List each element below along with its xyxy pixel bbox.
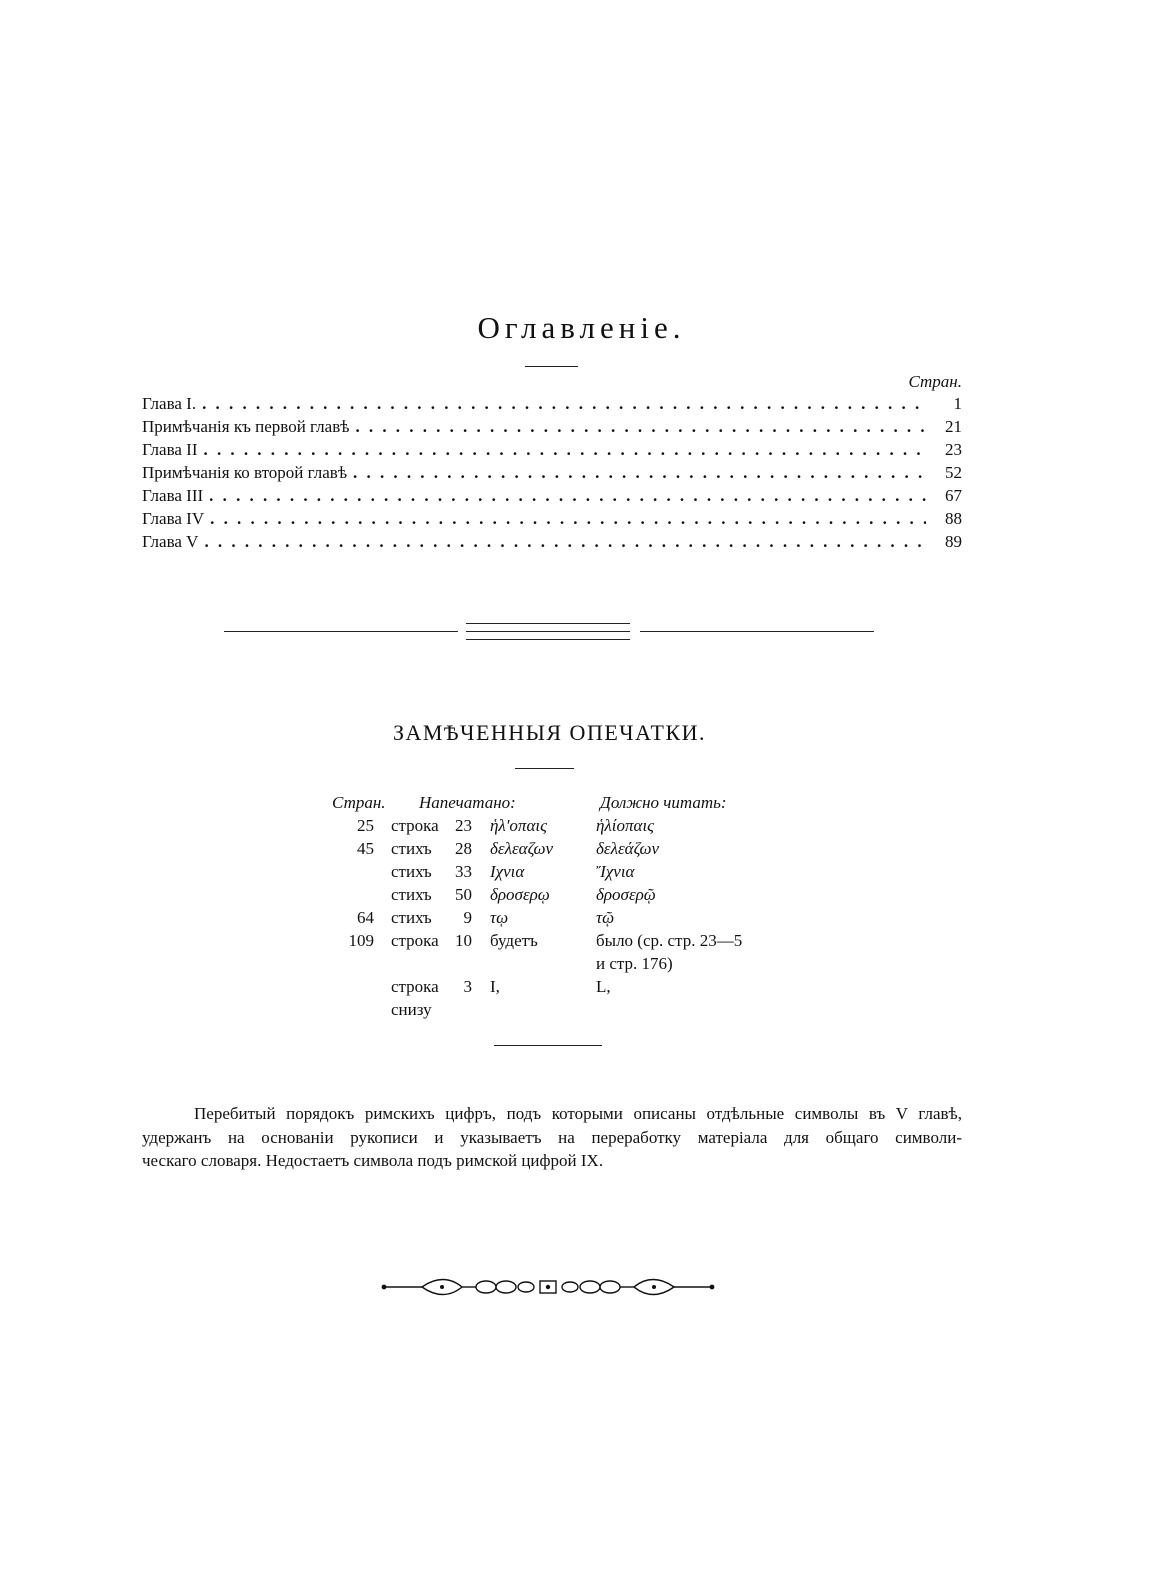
toc-entry-label: Глава V bbox=[142, 532, 199, 551]
toc-entry-page: 88 bbox=[945, 509, 962, 528]
errata-kind: снизу bbox=[391, 1000, 432, 1019]
errata-title-rule bbox=[515, 768, 574, 769]
errata-printed: будетъ bbox=[490, 931, 538, 950]
errata-header-page: Стран. bbox=[332, 793, 386, 812]
errata-printed: τῳ bbox=[490, 908, 509, 927]
errata-kind: стихъ bbox=[391, 839, 432, 858]
errata-page: 109 bbox=[348, 931, 374, 950]
toc-entry bbox=[142, 392, 962, 415]
toc-list bbox=[142, 392, 962, 553]
errata-line-number: 3 bbox=[463, 977, 472, 996]
errata-row bbox=[332, 883, 832, 906]
toc-entry-page: 89 bbox=[945, 532, 962, 551]
errata-row bbox=[332, 952, 832, 975]
errata-kind: строка bbox=[391, 931, 439, 950]
errata-row bbox=[332, 814, 832, 837]
errata-kind: строка bbox=[391, 977, 439, 996]
separator-line-left bbox=[224, 631, 458, 632]
errata-correct: было (ср. стр. 23—5 bbox=[596, 931, 743, 950]
errata-correct: δελεάζων bbox=[596, 839, 660, 858]
errata-table bbox=[332, 814, 832, 1021]
errata-printed: Ιχνια bbox=[490, 862, 525, 881]
note-line: удержанъ на основаніи рукописи и указываетъ на переработку матеріала для общаго символи- bbox=[142, 1127, 962, 1147]
toc-entry bbox=[142, 438, 962, 461]
separator-line-center-middle bbox=[466, 631, 630, 632]
errata-row bbox=[332, 837, 832, 860]
note-line: ческаго словаря. Недостаетъ символа подъ римской цифрой IX. bbox=[142, 1151, 604, 1170]
errata-end-rule bbox=[494, 1045, 602, 1046]
errata-correct: L, bbox=[596, 977, 611, 996]
toc-entry bbox=[142, 530, 962, 553]
errata-kind: стихъ bbox=[391, 885, 432, 904]
toc-entry-page: 52 bbox=[945, 463, 962, 482]
errata-line-number: 23 bbox=[455, 816, 472, 835]
toc-dot-leader bbox=[347, 461, 926, 484]
errata-header-row bbox=[332, 792, 832, 814]
errata-correct: Ἴχνια bbox=[596, 862, 635, 881]
toc-dot-leader bbox=[204, 507, 926, 530]
errata-line-number: 50 bbox=[455, 885, 472, 904]
toc-dot-leader bbox=[203, 484, 926, 507]
errata-printed: δελεαζων bbox=[490, 839, 554, 858]
separator-line-center-top bbox=[466, 623, 630, 624]
errata-page: 45 bbox=[357, 839, 374, 858]
errata-row bbox=[332, 860, 832, 883]
errata-line-number: 10 bbox=[455, 931, 472, 950]
errata-kind: стихъ bbox=[391, 862, 432, 881]
toc-dot-leader bbox=[349, 415, 926, 438]
errata-row bbox=[332, 975, 832, 998]
toc-page-column-header: Стран. bbox=[908, 372, 962, 391]
errata-kind: стихъ bbox=[391, 908, 432, 927]
toc-entry bbox=[142, 507, 962, 530]
toc-entry-label: Примѣчанія ко второй главѣ bbox=[142, 463, 348, 482]
errata-printed: ἡλ'οπαις bbox=[490, 816, 547, 835]
errata-title: ЗАМѢЧЕННЫЯ ОПЕЧАТКИ. bbox=[392, 720, 707, 745]
errata-printed: δροσερῳ bbox=[490, 885, 550, 904]
toc-entry bbox=[142, 484, 962, 507]
errata-correct: ἡλίοπαις bbox=[596, 816, 655, 835]
ornament-icon bbox=[380, 1272, 716, 1302]
toc-dot-leader bbox=[198, 438, 927, 461]
errata-header-correct: Должно читать: bbox=[600, 793, 727, 812]
toc-entry-page: 67 bbox=[945, 486, 962, 505]
errata-line-number: 33 bbox=[455, 862, 472, 881]
toc-title-rule bbox=[525, 366, 578, 367]
toc-entry-page: 1 bbox=[953, 394, 962, 413]
errata-page: 64 bbox=[357, 908, 374, 927]
separator-line-right bbox=[640, 631, 874, 632]
errata-correct: δροσερῷ bbox=[596, 885, 656, 904]
errata-line-number: 9 bbox=[463, 908, 472, 927]
toc-dot-leader bbox=[198, 530, 926, 553]
errata-row bbox=[332, 906, 832, 929]
separator-line-center-bottom bbox=[466, 639, 630, 640]
toc-entry-label: Примѣчанія къ первой главѣ bbox=[142, 417, 350, 436]
errata-correct: τῷ bbox=[596, 908, 615, 927]
toc-entry-label: Глава II bbox=[142, 440, 198, 459]
toc-title: Оглавленіе. bbox=[477, 310, 686, 345]
toc-entry-label: Глава III bbox=[142, 486, 204, 505]
toc-entry-page: 23 bbox=[945, 440, 962, 459]
toc-dot-leader bbox=[196, 392, 926, 415]
errata-page: 25 bbox=[357, 816, 374, 835]
errata-kind: строка bbox=[391, 816, 439, 835]
toc-entry-label: Глава IV bbox=[142, 509, 205, 528]
errata-header-printed: Напечатано: bbox=[419, 793, 516, 812]
errata-row bbox=[332, 998, 832, 1021]
toc-entry-page: 21 bbox=[945, 417, 962, 436]
errata-printed: I, bbox=[490, 977, 500, 996]
errata-row bbox=[332, 929, 832, 952]
errata-correct: и стр. 176) bbox=[596, 954, 673, 973]
toc-entry bbox=[142, 461, 962, 484]
toc-entry-label: Глава I. bbox=[142, 394, 197, 413]
note-line: Перебитый порядокъ римскихъ цифръ, подъ которыми описаны отдѣльные символы въ V главѣ, bbox=[194, 1104, 962, 1123]
toc-entry bbox=[142, 415, 962, 438]
errata-line-number: 28 bbox=[455, 839, 472, 858]
note-paragraph bbox=[142, 1102, 962, 1173]
